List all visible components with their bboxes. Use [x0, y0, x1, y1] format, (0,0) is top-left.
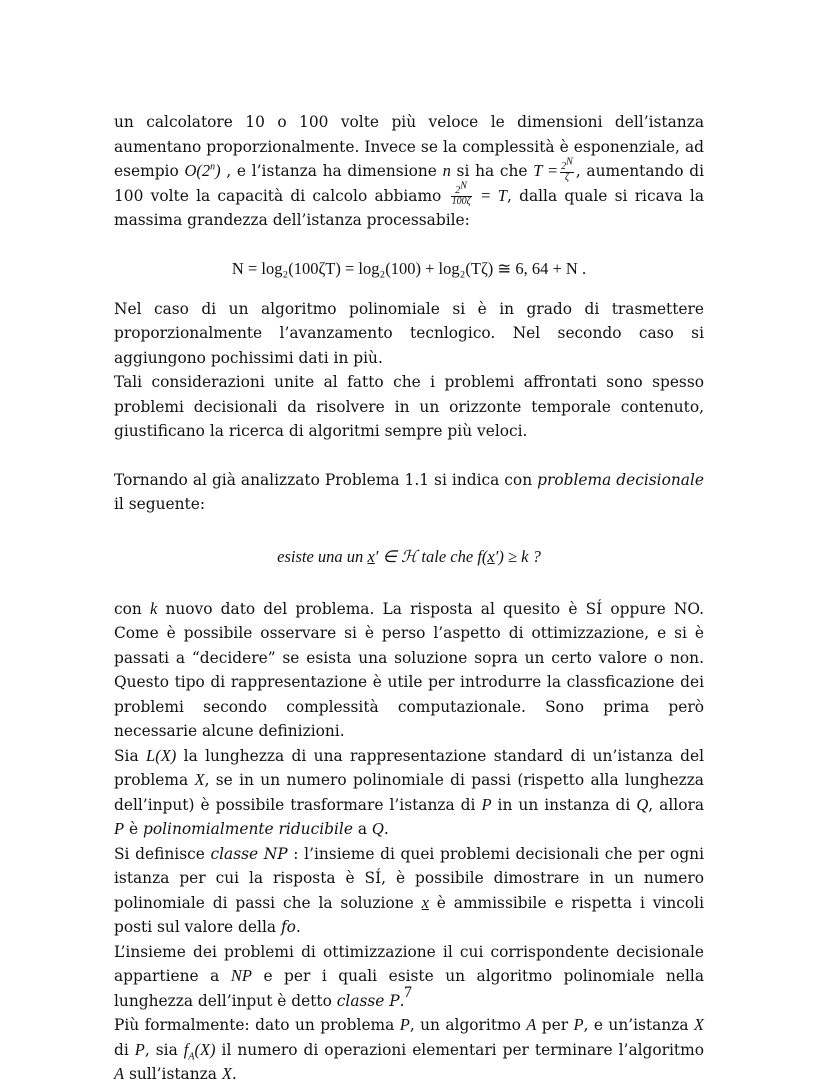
math-eq-T: = T: [473, 185, 507, 205]
emphasis-problema-decisionale: problema decisionale: [537, 470, 704, 489]
emphasis-classe-p: classe P: [336, 991, 400, 1010]
text: un calcolatore 10 o 100 volte più veloce le dimensioni dell’istanza aumentano proporzionalmente. Invece se la complessità è esponenziale, ad esempio: [114, 113, 704, 180]
emphasis-classe-np: classe NP: [210, 844, 288, 863]
paragraph-polynomial: Nel caso di un algoritmo polinomiale si è in grado di trasmettere proporzionalmente l’avanzamento tecnlogico. Nel secondo caso si aggiungono pochissimi dati in più.: [114, 299, 704, 367]
page-body: [114, 110, 704, 1087]
equation-decision-question: esiste una un x′ ∈ ℋ tale che f(x′) ≥ k ?: [277, 546, 541, 566]
fraction-2N-zeta: $\frac{2^N}{\zeta}$: [561, 156, 573, 183]
text: , dalla quale si ricava la massima grandezza dell’istanza processabile:: [114, 186, 704, 229]
math-x-underlined: x: [367, 546, 375, 566]
math-n: n: [442, 161, 451, 180]
paragraph-considerations: Tali considerazioni unite al fatto che i problemi affrontati sono spesso problemi decisionali da risolvere in un orizzonte temporale contenuto, giustificano la ricerca di algoritmi sempre più veloci.: [114, 373, 704, 440]
text: , aumentando di 100 volte la capacità di calcolo abbiamo: [114, 162, 705, 205]
paragraph-class-p: L’insieme dei problemi di ottimizzazione il cui corrispondente decisionale appartiene a NP e per i quali esiste un algoritmo polinomiale nella lunghezza dell’input è detto classe P.: [114, 942, 704, 1010]
text: si ha che: [450, 162, 534, 180]
math-O2n: O(2$^n$): [184, 161, 221, 180]
paragraph-k: con k nuovo dato del problema. La risposta al quesito è SÍ oppure NO. Come è possibile osservare si è perso l’aspetto di ottimizzazione, e si è passati a “decidere” se esista una soluzione sopra un certo valore o non. Questo tipo di rappresentazione è utile per introdurre la classficazione dei problemi secondo complessità computazionale. Sono prima però necessarie alcune definizioni.: [114, 598, 704, 740]
paragraph-formal: Più formalmente: dato un problema P, un algoritmo A per P, e un’istanza X di P, sia $f_A(X)$ il numero di operazioni elementari per terminare l’algoritmo A sull’istanza X.: [114, 1015, 704, 1083]
math-T-eq: T =: [533, 161, 559, 180]
equation-log: N = log₂(100ζT) = log₂(100) + log₂(Tζ) ≅ 6, 64 + N .: [231, 258, 587, 278]
text: , e l’istanza ha dimensione: [220, 162, 443, 180]
paragraph-class-np: Si definisce classe NP : l’insieme di quei problemi decisionali che per ogni istanza per cui la risposta è SÍ, è possibile dimostrare in un numero polinomiale di passi che la soluzione x è ammissibile e rispetta i vincoli posti sul valore della fo.: [114, 844, 705, 936]
paragraph-decision-problem: Tornando al già analizzato Problema 1.1 si indica con problema decisionale il seguente:: [114, 470, 704, 513]
page-number: 7: [404, 984, 412, 1001]
emphasis-reducible: polinomialmente riducibile: [143, 820, 353, 838]
paragraph-reduction: Sia L(X) la lunghezza di una rappresentazione standard di un’istanza del problema X, se in un numero polinomiale di passi (rispetto alla lunghezza dell’input) è possibile trasformare l’istanza di P in un instanza di Q, allora P è polinomialmente riducibile a Q.: [114, 745, 705, 838]
paragraph-complexity: [114, 110, 704, 233]
fraction-2N-100zeta: $\frac{2^N}{100\zeta}$: [451, 180, 471, 207]
math-x-underlined: x: [487, 546, 495, 566]
